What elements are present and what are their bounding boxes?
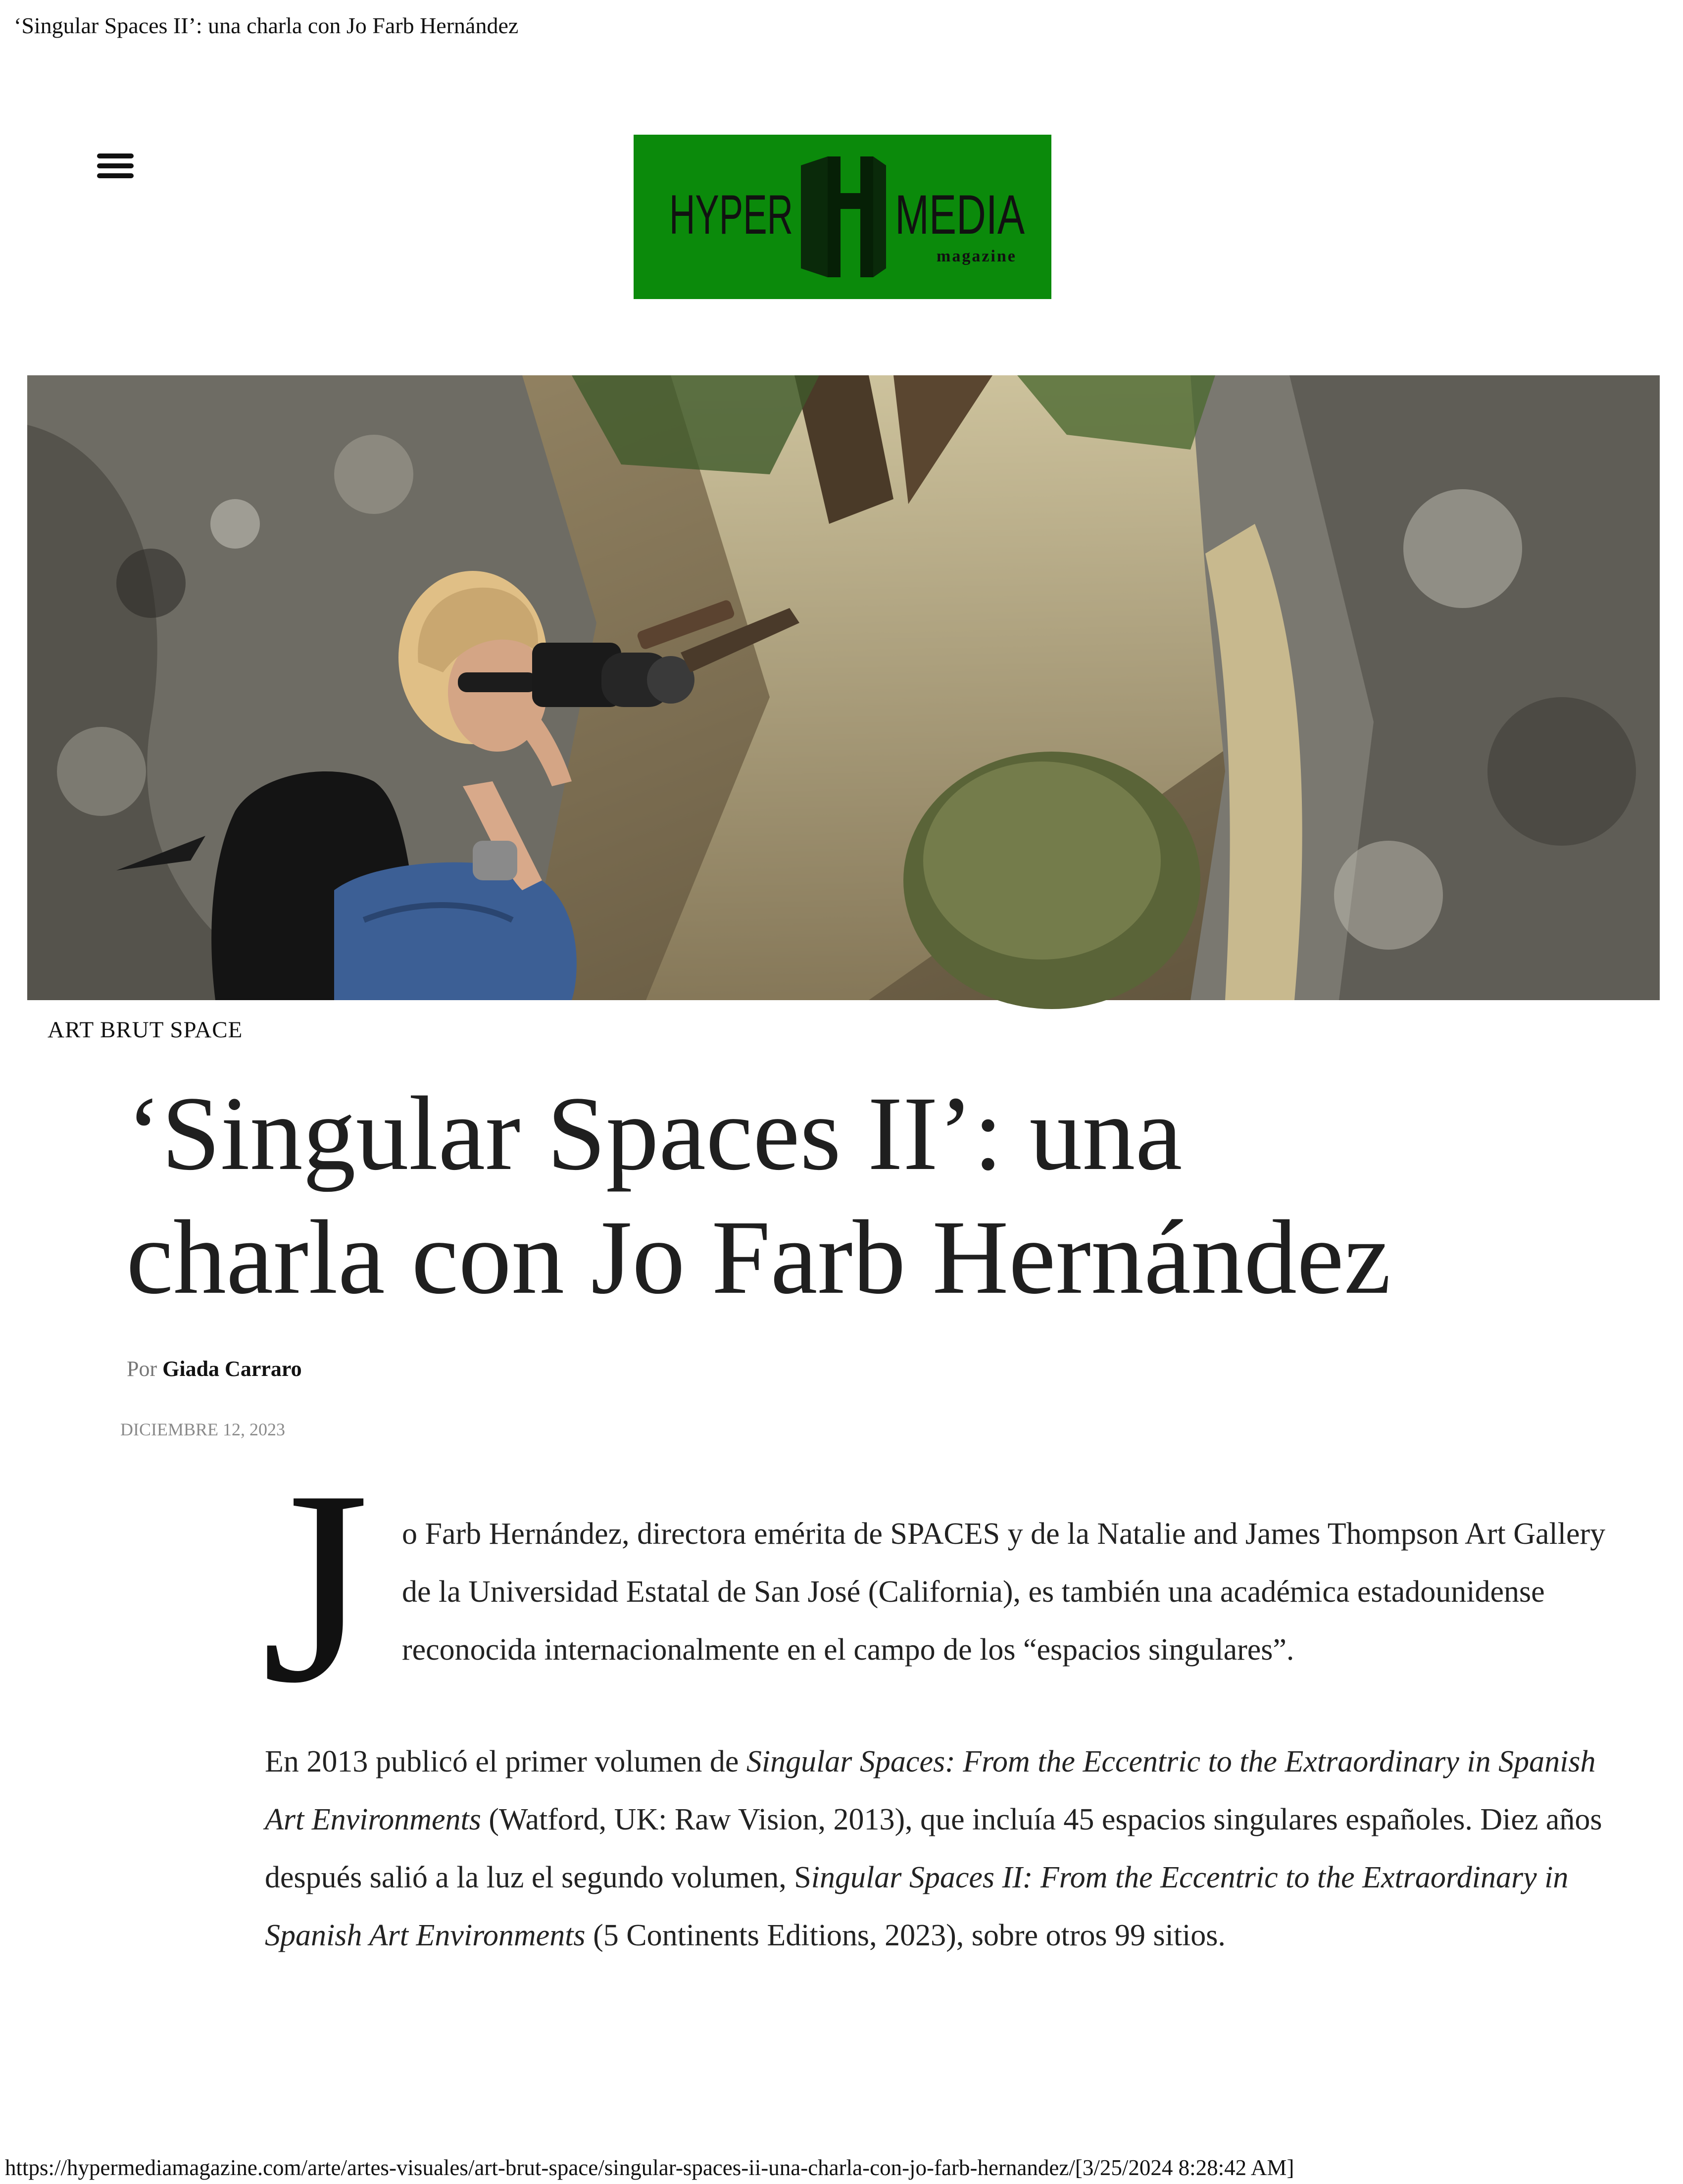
logo-word-hyper: HYPER [669, 184, 793, 246]
hero-image [27, 375, 1660, 1000]
author-link[interactable]: Giada Carraro [162, 1357, 302, 1381]
print-footer-url: https://hypermediamagazine.com/arte/artes-visuales/art-brut-space/singular-spaces-ii-una-charla-con-jo-farb-hernandez/[3/25/2024 8:28:42 AM] [5, 2155, 1294, 2180]
book-title-1: Singular Spaces: From the Eccentric to the Extraordinary in Spanish Art Environments [265, 1745, 1596, 1836]
article-paragraph-1: o Farb Hernández, directora emérita de SPACES y de la Natalie and James Thompson Art Gallery de la Universidad Estatal de San José (California), es también una académica estadounidense reconocida internacionalmente en el campo de los “espacios singulares”. [402, 1517, 1606, 1667]
site-logo[interactable] [634, 135, 1051, 299]
byline-prefix: Por [127, 1357, 157, 1381]
category-link[interactable]: ART BRUT SPACE [48, 1017, 243, 1043]
book-title-2: ingular Spaces II: From the Eccentric to the Extraordinary in Spanish Art Environments [265, 1861, 1569, 1952]
paragraph-2-text-1: En 2013 publicó el primer volumen de [265, 1745, 746, 1778]
publish-date: DICIEMBRE 12, 2023 [120, 1420, 285, 1439]
paragraph-2-text-2: (Watford, UK: Raw Vision, 2013), que incluía 45 espacios singulares españoles. Diez años después salió a la luz el segundo volumen, S [265, 1803, 1602, 1894]
byline [127, 1354, 302, 1384]
article-title: ‘Singular Spaces II’: una charla con Jo Farb Hernández [126, 1075, 1391, 1316]
drop-cap: J [261, 1433, 369, 1740]
paragraph-2-text-3: (5 Continents Editions, 2023), sobre otros 99 sitios. [585, 1919, 1226, 1952]
print-header-title: ‘Singular Spaces II’: una charla con Jo Farb Hernández [14, 13, 519, 38]
logo-word-magazine: magazine [937, 247, 1017, 265]
logo-word-media: MEDIA [895, 184, 1025, 246]
hamburger-menu-icon[interactable] [93, 150, 141, 182]
article-paragraph-2 [265, 1733, 1641, 1965]
